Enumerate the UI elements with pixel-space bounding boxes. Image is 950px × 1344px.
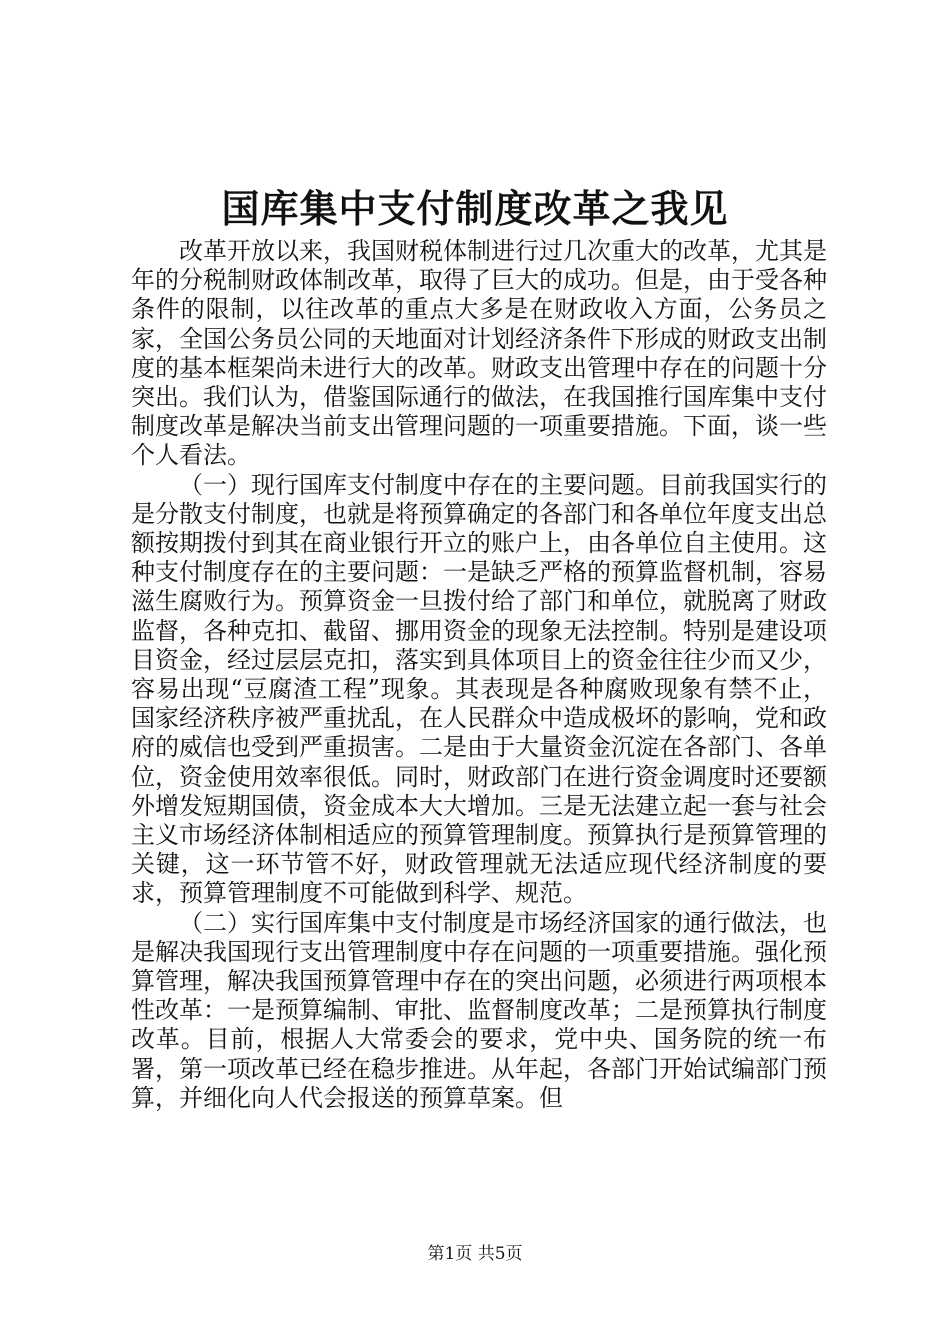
page-number-footer: 第1页 共5页 <box>427 1244 523 1264</box>
document-body <box>131 237 827 1113</box>
document-title: 国库集中支付制度改革之我见 <box>221 186 729 231</box>
paragraph-2: （一）现行国库支付制度中存在的主要问题。目前我国实行的是分散支付制度，也就是将预算确定的各部门和各单位年度支出总额按期拨付到其在商业银行开立的账户上，由各单位自主使用。这种支付制度存在的主要问题：一是缺乏严格的预算监督机制，容易滋生腐败行为。预算资金一旦拨付给了部门和单位，就脱离了财政监督，各种克扣、截留、挪用资金的现象无法控制。特别是建设项目资金，经过层层克扣，落实到具体项目上的资金往往少而又少，容易出现“豆腐渣工程”现象。其表现是各种腐败现象有禁不止，国家经济秩序被严重扰乱，在人民群众中造成极坏的影响，党和政府的威信也受到严重损害。二是由于大量资金沉淀在各部门、各单位，资金使用效率很低。同时，财政部门在进行资金调度时还要额外增发短期国债，资金成本大大增加。三是无法建立起一套与社会主义市场经济体制相适应的预算管理制度。预算执行是预算管理的关键，这一环节管不好，财政管理就无法适应现代经济制度的要求，预算管理制度不可能做到科学、规范。 <box>131 470 827 908</box>
paragraph-1: 改革开放以来，我国财税体制进行过几次重大的改革，尤其是年的分税制财政体制改革，取得了巨大的成功。但是，由于受各种条件的限制，以往改革的重点大多是在财政收入方面，公务员之家，全国公务员公同的天地面对计划经济条件下形成的财政支出制度的基本框架尚未进行大的改革。财政支出管理中存在的问题十分突出。我们认为，借鉴国际通行的做法，在我国推行国库集中支付制度改革是解决当前支出管理问题的一项重要措施。下面，谈一些个人看法。 <box>131 237 827 470</box>
paragraph-3: （二）实行国库集中支付制度是市场经济国家的通行做法，也是解决我国现行支出管理制度中存在问题的一项重要措施。强化预算管理，解决我国预算管理中存在的突出问题，必须进行两项根本性改革：一是预算编制、审批、监督制度改革；二是预算执行制度改革。目前，根据人大常委会的要求，党中央、国务院的统一布署，第一项改革已经在稳步推进。从年起，各部门开始试编部门预算，并细化向人代会报送的预算草案。但 <box>131 908 827 1112</box>
